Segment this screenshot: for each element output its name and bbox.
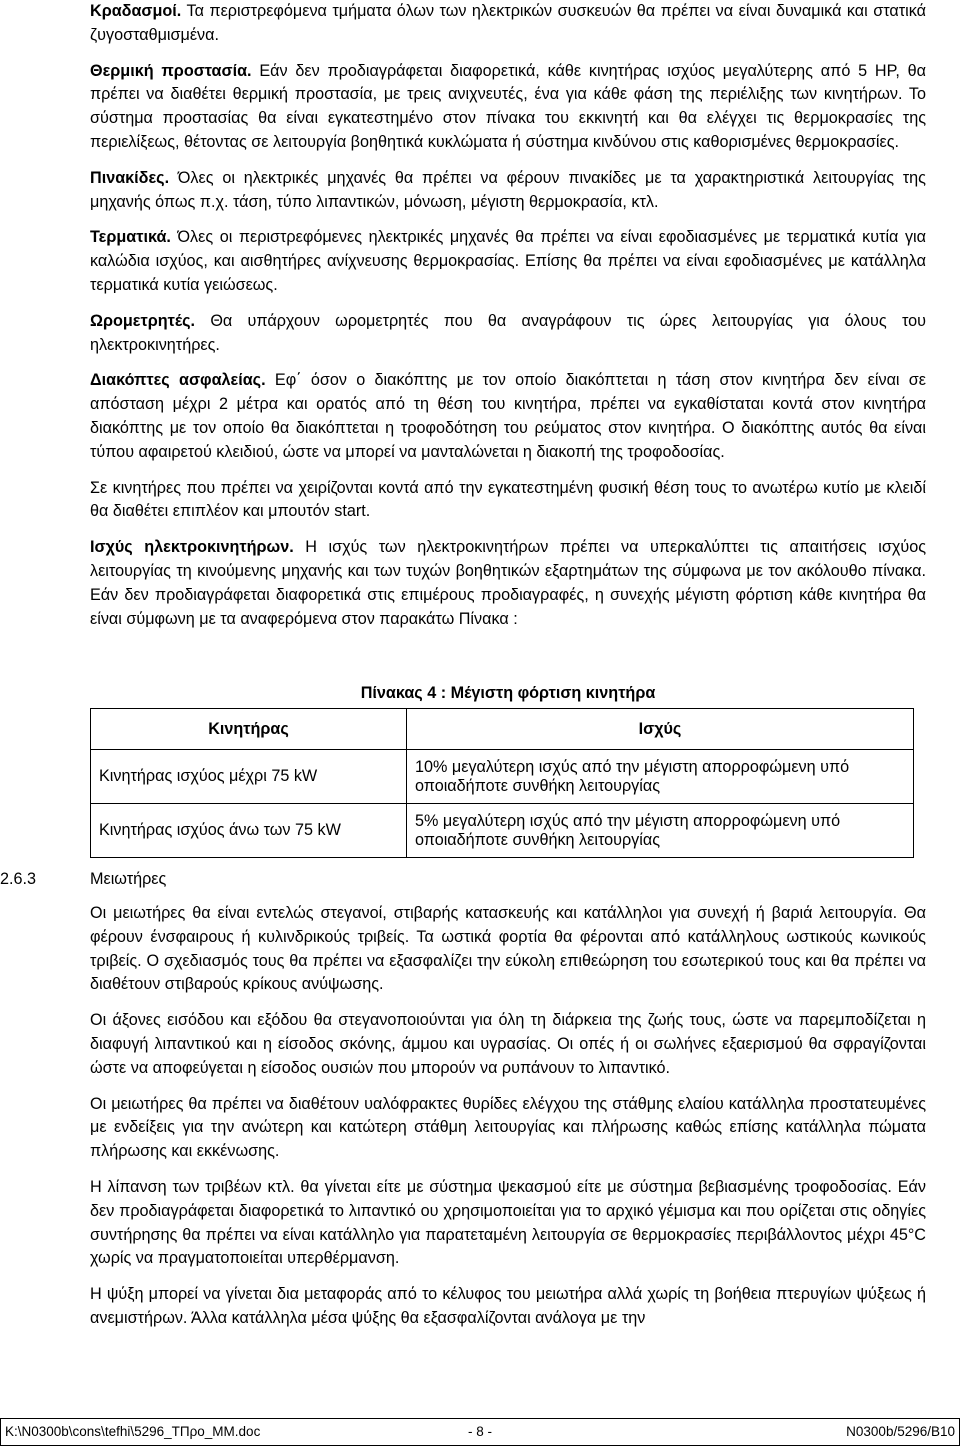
header-power: Ισχύς — [407, 709, 914, 750]
table-title: Πίνακας 4 : Μέγιστη φόρτιση κινητήρα — [360, 684, 656, 702]
table-cell-power: 10% μεγαλύτερη ισχύς από την μέγιστη απορροφώμενη υπό οποιαδήποτε συνθήκη λειτουργίας — [407, 750, 914, 804]
paragraph-hour-meters — [90, 310, 926, 358]
heading-safety-switches: Διακόπτες ασφαλείας. — [90, 371, 266, 390]
heading-thermal-protection: Θερμική προστασία. — [90, 61, 252, 80]
main-text — [90, 0, 926, 631]
heading-terminals: Τερματικά. — [90, 228, 171, 247]
paragraph-reducers-cooling: Η ψύξη μπορεί να γίνεται δια μεταφοράς από το κέλυφος του μειωτήρα αλλά χωρίς τη βοήθεια πτερυγίων ψύξεως ή ανεμιστήρων. Άλλα κατάλληλα μέσα ψύξης θα εξασφαλίζονται ανάλογα με την — [90, 1285, 926, 1327]
paragraph-start-button — [90, 477, 926, 525]
text-nameplates: Όλες οι ηλεκτρικές μηχανές θα πρέπει να φέρουν πινακίδες με τα χαρακτηριστικά λειτουργίας της μηχανής όπως π.χ. τάση, τύπο λιπαντικών, μόνωση, μέγιστη θερμοκρασία, κτλ. — [90, 168, 926, 211]
text-start-button: Σε κινητήρες που πρέπει να χειρίζονται κοντά από την εγκατεστημένη φυσική θέση τους το ανωτέρω κυτίο με κλειδί θα διαθέτει επιπλέον και μπουτόν start. — [90, 478, 926, 521]
paragraph-reducers-shafts: Οι άξονες εισόδου και εξόδου θα στεγανοποιούνται για όλη τη διάρκεια της ζωής τους, ώστε να παρεμποδίζεται η διαφυγή λιπαντικού και η είσοδος σκόνης, άμμου και υγρασίας. Οι οπές ή οι σωλήνες εξαερισμού θα σφραγίζονται ώστε να αποφεύγεται η είσοδος ουσιών που μπορούν να ρυπάνουν το λιπαντικό. — [90, 1011, 926, 1077]
header-motor: Κινητήρας — [91, 709, 407, 750]
paragraph-reducers-oil-level: Οι μειωτήρες θα πρέπει να διαθέτουν υαλόφρακτες θυρίδες ελέγχου της στάθμης ελαίου κατάλληλα προστατευμένες με ενδείξεις για την ανώτερη και κατώτερη στάθμη λειτουργίας και πλήρωσης καθώς επίσης κατάλληλα πώματα πλήρωσης και εκκένωσης. — [90, 1094, 926, 1161]
footer-document-code: N0300b/5296/B10 — [846, 1424, 955, 1439]
paragraph-reducers-lubrication: Η λίπανση των τριβέων κτλ. θα γίνεται είτε με σύστημα ψεκασμού είτε με σύστημα βεβιασμένης τροφοδοσίας. Εάν δεν προδιαγράφεται διαφορετικά το λιπαντικό ου χρησιμοποιείται για το αρχικό γέμισμα και που ορίζεται στις οδηγίες συντήρησης θα πρέπει να είναι κατάλληλο για παρατεταμένη λειτουργία σε θερμοκρασίες περιβάλλοντος μέχρι 45°C χωρίς να πραγματοποιείται υπερθέρμανση. — [90, 1177, 926, 1268]
table-cell-motor: Κινητήρας ισχύος άνω των 75 kW — [91, 804, 407, 858]
section-title: Μειωτήρες — [90, 870, 167, 888]
text-safety-switches: Εφ΄ όσον ο διακόπτης με τον οποίο διακόπτεται η τάση στον κινητήρα δεν είναι σε απόσταση μέχρι 2 μέτρα και ορατός από τη θέση του κινητήρα, πρέπει να εγκαθίσταται κοντά στον κινητήρα διακόπτης με τον οποίο θα διακόπτεται η τροφοδότηση του ρεύματος στον κινητήρα. Ο διακόπτης αυτός θα είναι τύπου αφαιρετού κλειδιού, ώστε να μπορεί να μανταλώνεται η διακοπή της τροφοδοσίας. — [90, 371, 926, 461]
text-thermal-protection: Εάν δεν προδιαγράφεται διαφορετικά, κάθε κινητήρας ισχύος μεγαλύτερης από 5 HP, θα πρέπει να διαθέτει θερμική προστασία, με τρεις ανιχνευτές, ένα για κάθε φάση της περιέλιξης των κινητήρων. Το σύστημα προστασίας θα είναι εγκατεστημένο στον πίνακα του εκκινητή και θα ελέγχει τις θερμοκρασίες της περιελίξεως, θέτοντας σε λειτουργία βοηθητικά κυκλώματα ή σύστημα κινδύνου στις καθορισμένες θερμοκρασίες. — [90, 61, 926, 151]
table-cell-power: 5% μεγαλύτερη ισχύς από την μέγιστη απορροφώμενη υπό οποιαδήποτε συνθήκη λειτουργίας — [407, 804, 914, 858]
motor-load-table — [90, 708, 914, 858]
heading-nameplates: Πινακίδες. — [90, 168, 170, 187]
paragraph-safety-switches — [90, 369, 926, 464]
heading-motor-power: Ισχύς ηλεκτροκινητήρων. — [90, 538, 294, 557]
table-cell-motor: Κινητήρας ισχύος μέχρι 75 kW — [91, 750, 407, 804]
text-vibrations: Τα περιστρεφόμενα τμήματα όλων των ηλεκτρικών συσκευών θα πρέπει να είναι δυναμικά και στατικά ζυγοσταθμισμένα. — [90, 2, 926, 44]
table-row — [91, 750, 914, 804]
table-header-row — [91, 709, 914, 750]
paragraph-thermal-protection — [90, 60, 926, 155]
paragraph-nameplates — [90, 167, 926, 215]
text-motor-power: Η ισχύς των ηλεκτροκινητήρων πρέπει να υπερκαλύπτει τις απαιτήσεις ισχύος λειτουργίας τη κινούμενης μηχανής και των τυχών βοηθητικών εξαρτημάτων της σύμφωνα με τον ακόλουθο πίνακα. Εάν δεν προδιαγράφεται διαφορετικά στις επιμέρους προδιαγραφές, η συνεχής μέγιστη φόρτιση κάθε κινητήρα θα είναι σύμφωνη με τα αναφερόμενα στον παρακάτω Πίνακα : — [90, 538, 927, 628]
paragraph-terminals — [90, 226, 926, 297]
page-footer — [0, 1418, 960, 1446]
section-text — [90, 902, 926, 1331]
heading-vibrations: Κραδασμοί. — [90, 2, 182, 20]
paragraph-reducers-construction: Οι μειωτήρες θα είναι εντελώς στεγανοί, στιβαρής κατασκευής και κατάλληλοι για συνεχή ή βαριά λειτουργία. Θα φέρουν ένσφαιρους ή κυλινδρικούς τριβείς. Τα ωστικά φορτία θα φέρονται από κατάλληλους ωστικούς κωνικούς τριβείς. Ο σχεδιασμός τους θα πρέπει να εξασφαλίζει την εύκολη επιθεώρηση του εσωτερικού τους και θα πρέπει να διαθέτουν στιβαρούς κρίκους ανύψωσης. — [90, 904, 926, 994]
paragraph-vibrations — [90, 0, 926, 48]
text-hour-meters: Θα υπάρχουν ωρομετρητές που θα αναγράφουν τις ώρες λειτουργίας για όλους του ηλεκτροκινητήρες. — [90, 311, 927, 354]
table-row — [91, 804, 914, 858]
paragraph-motor-power — [90, 536, 926, 631]
footer-page-number: - 8 - — [467, 1424, 492, 1439]
heading-hour-meters: Ωρομετρητές. — [90, 311, 196, 330]
section-number: 2.6.3 — [0, 870, 37, 888]
section-heading — [0, 870, 166, 889]
footer-file-path: K:\N0300b\cons\tefhi\5296_ΤΠρο_ΜΜ.doc — [5, 1424, 261, 1439]
text-terminals: Όλες οι περιστρεφόμενες ηλεκτρικές μηχανές θα πρέπει να είναι εφοδιασμένες με τερματικά κυτία για καλώδια ισχύος, και αισθητήρες ανίχνευσης θερμοκρασίας. Επίσης θα πρέπει να είναι εφοδιασμένες με κατάλληλα τερματικά κυτία γειώσεως. — [90, 228, 927, 294]
